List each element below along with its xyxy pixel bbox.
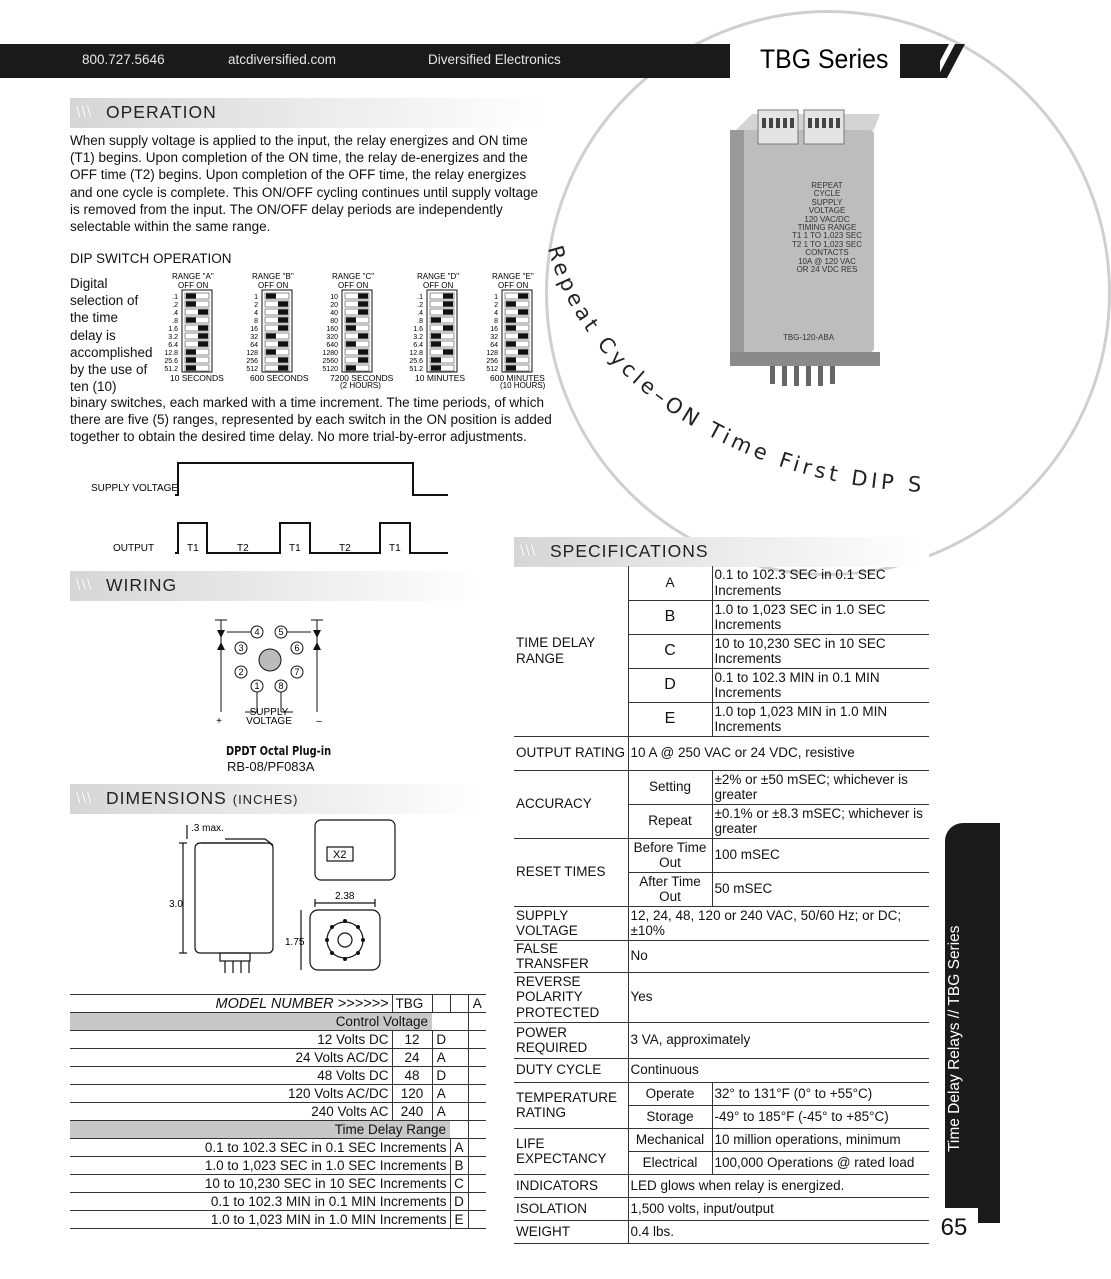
dim-max: .3 max.	[191, 823, 224, 834]
model-range-desc: 1.0 to 1,023 SEC in 1.0 SEC Increments	[70, 1157, 450, 1175]
dimensions-title: DIMENSIONS	[106, 788, 227, 808]
dip-off-on: OFF ON	[178, 281, 209, 290]
dip-value: 1.6	[168, 326, 178, 333]
spec-isolation-value: 1,500 volts, input/output	[628, 1197, 929, 1220]
spec-false-value: No	[628, 940, 929, 972]
pin-7: 7	[294, 667, 300, 677]
dip-value: 3.2	[413, 334, 423, 341]
dip-value: 160	[326, 326, 338, 333]
slashes-decor: \\\	[76, 790, 93, 807]
slashes-decor: \\\	[76, 577, 93, 594]
dip-value: 32	[250, 334, 258, 341]
spec-td-code-a: A	[628, 566, 712, 600]
dip-value: 12.8	[409, 350, 423, 357]
header-company: Diversified Electronics	[428, 52, 561, 67]
relay-label-line: T2 1 TO 1,023 SEC	[792, 239, 862, 249]
dim-height: 3.0	[169, 899, 183, 910]
dip-toggle	[346, 342, 356, 347]
spec-indicators-value: LED glows when relay is energized.	[628, 1174, 929, 1197]
dip-value: 320	[326, 334, 338, 341]
model-range-row	[70, 1175, 486, 1193]
dip-value: 128	[246, 350, 258, 357]
spec-mech-value: 10 million operations, minimum	[712, 1128, 929, 1151]
operation-title: OPERATION	[106, 102, 217, 122]
dip-toggle	[506, 326, 516, 331]
header-website[interactable]: atcdiversified.com	[228, 52, 337, 67]
dip-value: 512	[486, 366, 498, 373]
header-phone: 800.727.5646	[82, 52, 165, 67]
pin-3: 3	[238, 643, 244, 653]
model-range-desc: 1.0 to 1,023 MIN in 1.0 MIN Increments	[70, 1211, 450, 1229]
wiring-diagram	[205, 612, 335, 742]
dip-toggle	[198, 334, 208, 339]
timing-t1-label: T1	[389, 543, 401, 554]
model-voltage-row	[70, 1067, 486, 1085]
model-voltage-row	[70, 1031, 486, 1049]
dip-off-on: OFF ON	[258, 281, 289, 290]
spec-life-label: LIFE EXPECTANCY	[514, 1128, 628, 1174]
dip-toggle	[431, 358, 441, 363]
dip-value: 20	[330, 302, 338, 309]
model-range-desc: 0.1 to 102.3 MIN in 0.1 MIN Increments	[70, 1193, 450, 1211]
wiring-caption-part: RB-08/PF083A	[227, 759, 315, 774]
dip-toggle	[518, 334, 528, 339]
dip-range-total: 7200 SECONDS	[330, 373, 394, 383]
spec-td-desc-a: 0.1 to 102.3 SEC in 0.1 SEC Increments	[712, 566, 929, 600]
specifications-table	[514, 566, 929, 1244]
dip-toggle	[443, 310, 453, 315]
wiring-header	[70, 571, 485, 601]
dip-toggle	[198, 310, 208, 315]
dip-toggle	[346, 326, 356, 331]
dip-toggle	[186, 318, 196, 323]
operation-text: When supply voltage is applied to the input, the relay energizes and ON time (T1) begins. Upon completion of the ON time, the relay de-energizes and the OFF time (T2) begins. Upon completion of the OFF time, the relay energizes and one cycle is complete. This ON/OFF cycling continues until supply voltage is removed from the input. The ON/OFF delay periods are independently selectable within the same range.	[70, 133, 538, 235]
dip-toggle	[186, 294, 196, 299]
spec-operate-label: Operate	[628, 1082, 712, 1105]
operation-header	[70, 98, 548, 128]
spec-after-value: 50 mSEC	[712, 872, 929, 906]
slashes-decor: \\\	[520, 543, 537, 560]
dip-toggle	[358, 310, 368, 315]
dip-toggle	[518, 350, 528, 355]
dip-off-on: OFF ON	[498, 281, 529, 290]
spec-supply-label: SUPPLY VOLTAGE	[514, 906, 628, 940]
control-voltage-heading: Control Voltage	[70, 1013, 432, 1031]
dip-value: 256	[246, 358, 258, 365]
dip-value: .1	[417, 294, 423, 301]
spec-storage-label: Storage	[628, 1105, 712, 1128]
spec-elec-value: 100,000 Operations @ rated load	[712, 1151, 929, 1174]
dip-toggle	[358, 358, 368, 363]
dip-toggle	[278, 366, 288, 371]
dip-toggle	[186, 350, 196, 355]
dip-range-total: 10 SECONDS	[170, 373, 224, 383]
dip-value: 16	[490, 326, 498, 333]
model-voltage-val: 240	[392, 1103, 432, 1121]
wiring-voltage: VOLTAGE	[246, 716, 292, 727]
dip-value: 8	[494, 318, 498, 325]
dip-value: 6.4	[413, 342, 423, 349]
dip-toggle	[266, 334, 276, 339]
dip-toggle	[506, 302, 516, 307]
dip-toggle	[278, 310, 288, 315]
dip-toggle	[443, 302, 453, 307]
dip-toggle	[518, 294, 528, 299]
spec-weight-label: WEIGHT	[514, 1220, 628, 1243]
dip-range-2	[322, 272, 393, 390]
model-range-code: B	[450, 1157, 468, 1175]
dip-toggle	[358, 302, 368, 307]
wiring-plus: +	[216, 716, 222, 727]
dimensions-drawing	[165, 815, 405, 980]
spec-td-desc-c: 10 to 10,230 SEC in 10 SEC Increments	[712, 634, 929, 668]
dip-range-name: RANGE "C"	[332, 272, 375, 281]
spec-reverse-value: Yes	[628, 972, 929, 1022]
dip-toggle	[443, 294, 453, 299]
dip-range-name: RANGE "B"	[252, 272, 294, 281]
spec-duty-label: DUTY CYCLE	[514, 1058, 628, 1082]
dip-toggle	[278, 318, 288, 323]
relay-label-line: CONTACTS	[805, 248, 849, 258]
dip-toggle	[198, 342, 208, 347]
dip-toggle	[506, 366, 516, 371]
side-tab-text: Time Delay Relays // TBG Series	[946, 925, 963, 1152]
model-number-table	[70, 994, 486, 1229]
dip-value: 1.6	[413, 326, 423, 333]
spec-td-code-d: D	[628, 668, 712, 702]
dip-value: 32	[490, 334, 498, 341]
model-voltage-desc: 120 Volts AC/DC	[70, 1085, 392, 1103]
dip-value: .1	[172, 294, 178, 301]
dip-value: .4	[172, 310, 178, 317]
dip-text-narrow: Digital selection of the time delay is accomplished by the use of ten (10)	[70, 276, 153, 395]
page-number: 65	[930, 1208, 978, 1248]
spec-setting-label: Setting	[628, 770, 712, 804]
dip-range-name: RANGE "E"	[492, 272, 534, 281]
dip-off-on: OFF ON	[423, 281, 454, 290]
dip-value: 64	[490, 342, 498, 349]
dip-range-name: RANGE "A"	[172, 272, 214, 281]
spec-operate-value: 32° to 131°F (0° to +55°C)	[712, 1082, 929, 1105]
dip-range-total2: (2 HOURS)	[340, 381, 381, 390]
relay-label-line: 120 VAC/DC	[804, 214, 850, 224]
dim-width: 2.38	[335, 891, 355, 902]
pin-4: 4	[254, 627, 260, 637]
timing-t1-label: T1	[289, 543, 301, 554]
model-voltage-row	[70, 1085, 486, 1103]
dip-range-total: 600 SECONDS	[250, 373, 309, 383]
dip-toggle	[518, 310, 528, 315]
relay-label-line: VOLTAGE	[808, 206, 846, 216]
model-voltage-code: A	[432, 1085, 450, 1103]
dip-value: 2560	[322, 358, 338, 365]
dip-toggle	[431, 318, 441, 323]
dip-value: 512	[246, 366, 258, 373]
spec-power-value: 3 VA, approximately	[628, 1022, 929, 1058]
timing-t2-label: T2	[237, 543, 249, 554]
dimensions-units: (INCHES)	[232, 792, 299, 807]
timing-supply-label: SUPPLY VOLTAGE	[91, 483, 179, 494]
model-voltage-val: 24	[392, 1049, 432, 1067]
dip-off-on: OFF ON	[338, 281, 369, 290]
dip-toggle	[186, 366, 196, 371]
spec-before-value: 100 mSEC	[712, 838, 929, 872]
relay-label-line: TIMING RANGE	[797, 223, 857, 233]
model-range-code: C	[450, 1175, 468, 1193]
dip-value: 2	[494, 302, 498, 309]
dip-toggle	[443, 350, 453, 355]
dip-value: 6.4	[168, 342, 178, 349]
dip-toggle	[358, 294, 368, 299]
spec-elec-label: Electrical	[628, 1151, 712, 1174]
relay-label-line: T1 1 TO 1,023 SEC	[792, 231, 862, 241]
spec-indicators-label: INDICATORS	[514, 1174, 628, 1197]
relay-label-line: REPEAT	[811, 181, 843, 190]
relay-label-line: OR 24 VDC RES	[796, 265, 858, 275]
slashes-decor: \\\	[76, 104, 93, 121]
dim-base: 1.75	[285, 937, 305, 948]
dip-value: 10	[330, 294, 338, 301]
model-voltage-val: 48	[392, 1067, 432, 1085]
spec-td-desc-b: 1.0 to 1,023 SEC in 1.0 SEC Increments	[712, 600, 929, 634]
dip-value: 3.2	[168, 334, 178, 341]
dip-switch-diagrams	[150, 270, 546, 395]
spec-after-label: After Time Out	[628, 872, 712, 906]
dip-toggle	[358, 334, 368, 339]
dip-value: 128	[486, 350, 498, 357]
dimensions-header	[70, 784, 485, 814]
spec-output-value: 10 A @ 250 VAC or 24 VDC, resistive	[628, 736, 929, 770]
dip-value: .4	[417, 310, 423, 317]
dip-toggle	[266, 350, 276, 355]
spec-setting-value: ±2% or ±50 mSEC; whichever is greater	[712, 770, 929, 804]
wiring-title: WIRING	[106, 575, 178, 595]
wiring-caption-type: DPDT Octal Plug-in	[226, 744, 332, 758]
time-delay-range-heading: Time Delay Range	[70, 1121, 450, 1139]
pin-8: 8	[278, 681, 284, 691]
spec-supply-value: 12, 24, 48, 120 or 240 VAC, 50/60 Hz; or DC; ±10%	[628, 906, 929, 940]
dip-value: 640	[326, 342, 338, 349]
dip-range-total: 600 MINUTES	[490, 373, 545, 383]
model-range-row	[70, 1193, 486, 1211]
model-voltage-code: A	[432, 1103, 450, 1121]
dip-value: 12.8	[164, 350, 178, 357]
dip-toggle	[278, 358, 288, 363]
spec-mech-label: Mechanical	[628, 1128, 712, 1151]
dip-text-wide: binary switches, each marked with a time increment. The time periods, of which there are five (5) ranges, represented by each switch in the ON position is added together to obtain the desired time delay. No more trial-by-error adjustments.	[70, 395, 552, 445]
spec-td-code-e: E	[628, 702, 712, 736]
dip-toggle	[346, 366, 356, 371]
tagline-curve	[520, 230, 960, 530]
pin-5: 5	[278, 627, 284, 637]
dip-value: 25.6	[164, 358, 178, 365]
model-voltage-row	[70, 1049, 486, 1067]
model-range-row	[70, 1211, 486, 1229]
dip-value: 40	[330, 310, 338, 317]
dip-range-4	[486, 272, 545, 390]
dip-value: .2	[172, 302, 178, 309]
dip-range-3	[409, 272, 465, 383]
dip-toggle	[346, 318, 356, 323]
model-range-row	[70, 1139, 486, 1157]
spec-isolation-label: ISOLATION	[514, 1197, 628, 1220]
model-voltage-row	[70, 1103, 486, 1121]
spec-time-delay-label: TIME DELAY RANGE	[514, 566, 628, 736]
dip-value: 80	[330, 318, 338, 325]
series-title: TBG Series	[760, 44, 889, 74]
dip-toggle	[443, 326, 453, 331]
dip-value: 51.2	[409, 366, 423, 373]
svg-text:Repeat Cycle–ON Time First DIP	[520, 230, 926, 497]
model-suffix: A	[468, 995, 486, 1013]
pin-2: 2	[238, 667, 244, 677]
relay-label-line: SUPPLY	[811, 197, 843, 207]
model-label: MODEL NUMBER >>>>>>	[215, 995, 389, 1012]
dip-toggle	[431, 334, 441, 339]
dip-value: .8	[417, 318, 423, 325]
wiring-minus: –	[316, 716, 322, 727]
spec-power-label: POWER REQUIRED	[514, 1022, 628, 1058]
spec-output-label: OUTPUT RATING	[514, 736, 628, 770]
dip-value: 4	[254, 310, 258, 317]
spec-false-label: FALSE TRANSFER	[514, 940, 628, 972]
dip-value: 16	[250, 326, 258, 333]
dip-toggle	[198, 326, 208, 331]
dip-value: 4	[494, 310, 498, 317]
spec-td-code-b: B	[628, 600, 712, 634]
spec-duty-value: Continuous	[628, 1058, 929, 1082]
spec-reverse-label: REVERSE POLARITY PROTECTED	[514, 972, 628, 1022]
spec-weight-value: 0.4 lbs.	[628, 1220, 929, 1243]
dip-toggle	[278, 326, 288, 331]
dip-toggle	[358, 350, 368, 355]
model-voltage-desc: 12 Volts DC	[70, 1031, 392, 1049]
dip-value: 2	[254, 302, 258, 309]
dip-toggle	[431, 366, 441, 371]
timing-t2-label: T2	[339, 543, 351, 554]
spec-before-label: Before Time Out	[628, 838, 712, 872]
dip-toggle	[186, 302, 196, 307]
model-voltage-code: D	[432, 1031, 450, 1049]
dip-value: 1280	[322, 350, 338, 357]
dip-range-total: 10 MINUTES	[415, 373, 466, 383]
wiring-supply: SUPPLY	[249, 707, 289, 718]
dip-toggle	[506, 358, 516, 363]
relay-label-line: CYCLE	[813, 189, 841, 199]
dip-toggle	[266, 294, 276, 299]
model-voltage-val: 12	[392, 1031, 432, 1049]
timing-output-label: OUTPUT	[113, 543, 155, 554]
pin-1: 1	[254, 681, 260, 691]
model-voltage-val: 120	[392, 1085, 432, 1103]
model-range-code: E	[450, 1211, 468, 1229]
model-voltage-desc: 48 Volts DC	[70, 1067, 392, 1085]
dip-toggle	[506, 318, 516, 323]
specifications-title: SPECIFICATIONS	[550, 541, 709, 561]
dip-value: 1	[254, 294, 258, 301]
model-voltage-code: A	[432, 1049, 450, 1067]
spec-td-desc-d: 0.1 to 102.3 MIN in 0.1 MIN Increments	[712, 668, 929, 702]
dip-value: 8	[254, 318, 258, 325]
dip-toggle	[506, 342, 516, 347]
spec-reset-label: RESET TIMES	[514, 838, 628, 906]
dip-toggle	[431, 342, 441, 347]
dip-toggle	[278, 302, 288, 307]
model-range-code: D	[450, 1193, 468, 1211]
dip-heading: DIP SWITCH OPERATION	[70, 251, 232, 266]
pin-6: 6	[294, 643, 300, 653]
model-voltage-desc: 24 Volts AC/DC	[70, 1049, 392, 1067]
dip-value: 25.6	[409, 358, 423, 365]
model-range-code: A	[450, 1139, 468, 1157]
timing-diagram	[85, 455, 455, 565]
dip-value: 256	[486, 358, 498, 365]
relay-part-number: TBG-120-ABA	[783, 333, 835, 342]
dip-value: .8	[172, 318, 178, 325]
dim-x2: X2	[333, 849, 347, 861]
spec-td-code-c: C	[628, 634, 712, 668]
dip-range-name: RANGE "D"	[417, 272, 460, 281]
spec-td-desc-e: 1.0 top 1,023 MIN in 1.0 MIN Increments	[712, 702, 929, 736]
spec-temp-label: TEMPERATURE RATING	[514, 1082, 628, 1128]
dip-range-total2: (10 HOURS)	[500, 381, 546, 390]
model-prefix: TBG	[392, 995, 432, 1013]
model-voltage-code: D	[432, 1067, 450, 1085]
dip-value: 51.2	[164, 366, 178, 373]
model-range-desc: 0.1 to 102.3 SEC in 0.1 SEC Increments	[70, 1139, 450, 1157]
dip-range-1	[246, 272, 309, 383]
model-range-row	[70, 1157, 486, 1175]
model-range-desc: 10 to 10,230 SEC in 10 SEC Increments	[70, 1175, 450, 1193]
slashes-icon	[905, 44, 965, 78]
spec-accuracy-label: ACCURACY	[514, 770, 628, 838]
dip-value: 1	[494, 294, 498, 301]
dip-toggle	[278, 342, 288, 347]
spec-repeat-label: Repeat	[628, 804, 712, 838]
tagline-text: Repeat Cycle–ON Time First DIP S	[543, 242, 926, 497]
spec-storage-value: -49° to 185°F (-45° to +85°C)	[712, 1105, 929, 1128]
dip-value: 64	[250, 342, 258, 349]
dip-value: .2	[417, 302, 423, 309]
dip-toggle	[186, 358, 196, 363]
relay-label-line: 10A @ 120 VAC	[798, 256, 856, 266]
model-voltage-desc: 240 Volts AC	[70, 1103, 392, 1121]
dip-range-0	[164, 272, 224, 383]
timing-t1-label: T1	[187, 543, 199, 554]
spec-repeat-value: ±0.1% or ±8.3 mSEC; whichever is greater	[712, 804, 929, 838]
dip-value: 5120	[322, 366, 338, 373]
specifications-header	[514, 537, 929, 567]
